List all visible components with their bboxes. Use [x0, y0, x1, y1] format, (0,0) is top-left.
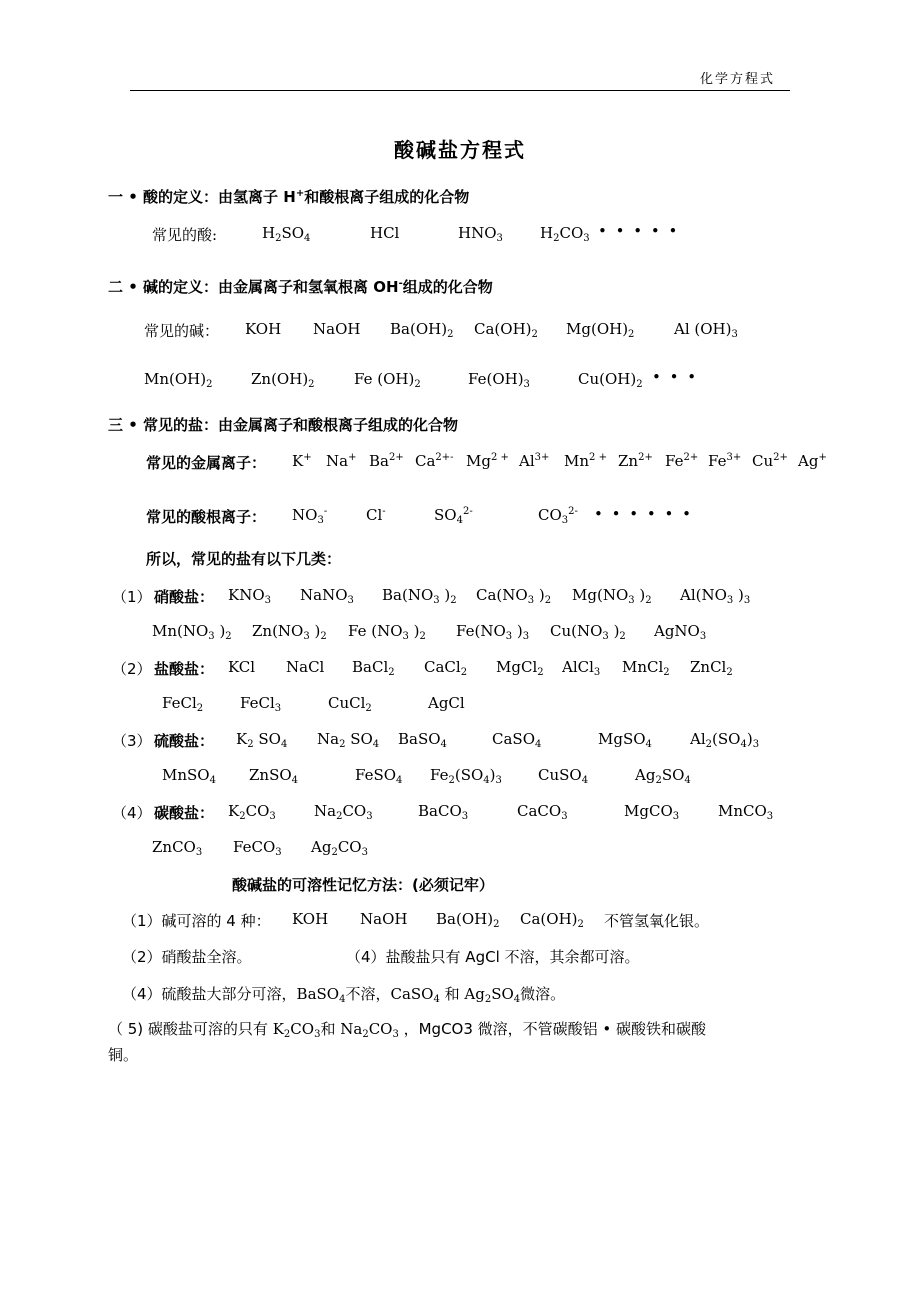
metal-ion: $Cu^{2+}$: [752, 452, 788, 470]
base-formula: KOH: [245, 320, 282, 338]
base-formula: $Cu(OH)_2$: [578, 370, 643, 390]
rule4-formula-k2co3: $K_2CO_3$: [272, 1020, 321, 1040]
soluble-base: KOH: [292, 910, 329, 928]
acid-formula: HCl: [370, 224, 400, 242]
salt-formula: CaCO$_3$: [517, 802, 568, 822]
rule3-text-b: 不溶，: [345, 985, 391, 1003]
salt-formula: MgSO$_4$: [598, 730, 652, 750]
salt-types-intro: 所以，常见的盐有以下几类：: [146, 550, 342, 568]
salt-formula: $K_2CO_3$: [228, 802, 276, 822]
solubility-rule2b: （4）盐酸盐只有 AgCl 不溶，其余都可溶。: [346, 948, 640, 966]
rule4-formula-na2co3: $Na_2CO_3$: [340, 1020, 399, 1040]
base-formula: NaOH: [313, 320, 361, 338]
salt-label: 碳酸盐：: [154, 804, 215, 822]
acid-ion: Cl-: [366, 506, 386, 524]
section1-heading-prefix: 一 • 酸的定义：由氢离子 H: [108, 188, 296, 206]
salt-formula: $K_2$ $SO_4$: [236, 730, 288, 750]
base-formula: $Fe(OH)_3$: [468, 370, 530, 390]
salt-formula: CaCl$_2$: [424, 658, 468, 678]
rule3-formula-ag2so4: $Ag_2SO_4$: [464, 985, 521, 1005]
rule3-formula-baso4: BaSO$_4$: [296, 985, 346, 1005]
salt-label: 硫酸盐：: [154, 732, 215, 750]
salt-formula: $Fe(NO_3$ )$_3$: [456, 622, 530, 642]
acid-ions-label: 常见的酸根离子：: [146, 508, 267, 526]
section2-heading: [108, 276, 493, 297]
metal-ion: $Al^{3+}$: [519, 452, 550, 470]
salt-formula: AlCl$_3$: [562, 658, 601, 678]
section2-common-label: 常见的碱：: [144, 322, 220, 340]
salt-formula: FeSO$_4$: [355, 766, 403, 786]
section3-heading: 三 • 常见的盐：由金属离子和酸根离子组成的化合物: [108, 416, 459, 434]
base-formula: $Mn(OH)_2$: [144, 370, 213, 390]
metal-ions-label: 常见的金属离子：: [146, 454, 267, 472]
acid-formula: $HNO_3$: [458, 224, 503, 244]
rule4-text-a: （ 5) 碳酸盐可溶的只有: [108, 1020, 273, 1038]
salt-formula: KCl: [228, 658, 256, 676]
rule4-text-b: 和: [320, 1020, 341, 1038]
header-text: 化学方程式: [700, 72, 776, 87]
salt-formula: $Zn(NO_3$ )$_2$: [252, 622, 327, 642]
salt-formula: CuSO$_4$: [538, 766, 589, 786]
solubility-rule1-prefix: （1）碱可溶的 4 种：: [122, 912, 271, 930]
salt-formula: $Fe_2(SO_4)_3$: [430, 766, 502, 786]
salt-formula: MgCO$_3$: [624, 802, 680, 822]
metal-ion: Na+: [326, 452, 357, 470]
header-rule: [130, 90, 790, 91]
metal-ion: $Mn^{2 +}$: [564, 452, 607, 470]
acid-ion: $NO_3^-$: [292, 506, 328, 526]
salt-formula: FeCl$_3$: [240, 694, 282, 714]
acid-ions-ellipsis: • • • • • •: [594, 505, 693, 523]
rule4-text-c: ，MgCO3 微溶，不管碳酸铝 • 碳酸铁和碳酸: [398, 1020, 707, 1038]
salt-formula: $Mn(NO_3$ )$_2$: [152, 622, 232, 642]
salt-formula: ZnSO$_4$: [249, 766, 299, 786]
salt-label: 硝酸盐：: [154, 588, 215, 606]
section2-heading-prefix: 二 • 碱的定义：由金属离子和氢氧根离 OH: [108, 278, 399, 296]
acid-formula: $H_2SO_4$: [262, 224, 311, 244]
acid-formula: $H_2CO_3$: [540, 224, 590, 244]
rule3-text-c: 和: [439, 985, 465, 1003]
salt-formula: $KNO_3$: [228, 586, 272, 606]
salt-formula: $Ba(NO_3$ )$_2$: [382, 586, 457, 606]
salt-num: （3）: [112, 732, 152, 750]
metal-ion: Ag+: [798, 452, 827, 470]
section2-heading-sup: -: [398, 278, 403, 289]
salt-formula: NaCl: [286, 658, 325, 676]
section1-ellipsis: • • • • •: [598, 222, 680, 240]
metal-ion: $Ca^{2+-}$: [415, 452, 454, 470]
salt-num: （4）: [112, 804, 152, 822]
metal-ion: $Mg^{2 +}$: [466, 452, 509, 470]
salt-formula: CaSO$_4$: [492, 730, 542, 750]
base-formula: $Zn(OH)_2$: [251, 370, 315, 390]
rule3-text-d: 微溶。: [520, 985, 566, 1003]
soluble-base: $Ca(OH)_2$: [520, 910, 584, 930]
solubility-rule3: [122, 983, 565, 1005]
solubility-rule4-line2: 铜。: [108, 1046, 139, 1064]
metal-ion: $Zn^{2+}$: [618, 452, 653, 470]
salt-formula: FeCl$_2$: [162, 694, 204, 714]
salt-formula: Fe ($NO_3$ )$_2$: [348, 622, 426, 642]
salt-label: 盐酸盐：: [154, 660, 215, 678]
solubility-rule2a: （2）硝酸盐全溶。: [122, 948, 252, 966]
page-title: 酸碱盐方程式: [394, 138, 526, 162]
section1-heading: [108, 186, 469, 207]
metal-ion: $Fe^{2+}$: [665, 452, 699, 470]
solubility-rule4: [108, 1018, 706, 1040]
salt-formula: $Na_2$ $SO_4$: [317, 730, 380, 750]
acid-ion: $CO_3^{2-}$: [538, 506, 578, 526]
section2-heading-suffix: 组成的化合物: [402, 278, 493, 296]
salt-formula: $Ag_2CO_3$: [311, 838, 368, 858]
solubility-rule1-suffix: 不管氢氧化银。: [604, 912, 710, 930]
salt-formula: MgCl$_2$: [496, 658, 544, 678]
salt-formula: $Ca(NO_3$ )$_2$: [476, 586, 552, 606]
salt-formula: NaNO$_3$: [300, 586, 354, 606]
salt-formula: AgNO$_3$: [654, 622, 707, 642]
salt-formula: ZnCO$_3$: [152, 838, 203, 858]
base-formula: $Ca(OH)_2$: [474, 320, 538, 340]
salt-formula: BaCO$_3$: [418, 802, 469, 822]
section1-heading-sup: +: [295, 188, 305, 199]
salt-formula: FeCO$_3$: [233, 838, 282, 858]
soluble-base: NaOH: [360, 910, 408, 928]
salt-formula: ZnCl$_2$: [690, 658, 733, 678]
salt-formula: BaSO$_4$: [398, 730, 447, 750]
salt-formula: $Cu(NO_3$ )$_2$: [550, 622, 626, 642]
section1-heading-suffix: 和酸根离子组成的化合物: [304, 188, 470, 206]
salt-formula: $Al_2(SO_4)_3$: [690, 730, 760, 750]
section1-common-label: 常见的酸:: [152, 226, 218, 244]
section2-ellipsis: • • •: [652, 368, 699, 386]
salt-formula: MnCO$_3$: [718, 802, 774, 822]
rule3-formula-caso4: CaSO$_4$: [390, 985, 440, 1005]
metal-ion: $Fe^{3+}$: [708, 452, 742, 470]
metal-ion: $Ba^{2+}$: [369, 452, 404, 470]
salt-formula: $Na_2CO_3$: [314, 802, 373, 822]
rule3-text-a: （4）硫酸盐大部分可溶，: [122, 985, 297, 1003]
salt-formula: $Al(NO_3$ )$_3$: [680, 586, 751, 606]
salt-formula: MnSO$_4$: [162, 766, 216, 786]
solubility-title: 酸碱盐的可溶性记忆方法：(必须记牢）: [232, 876, 494, 894]
soluble-base: $Ba(OH)_2$: [436, 910, 500, 930]
salt-num: （2）: [112, 660, 152, 678]
acid-ion: $SO_4^{2-}$: [434, 506, 473, 526]
salt-formula: AgCl: [428, 694, 465, 712]
metal-ion: K+: [292, 452, 312, 470]
base-formula: Al $(OH)_3$: [674, 320, 738, 340]
base-formula: $Mg(OH)_2$: [566, 320, 635, 340]
salt-formula: BaCl$_2$: [352, 658, 395, 678]
salt-formula: $Ag_2SO_4$: [635, 766, 691, 786]
salt-formula: $Mg(NO_3$ )$_2$: [572, 586, 652, 606]
salt-formula: MnCl$_2$: [622, 658, 670, 678]
base-formula: $Ba(OH)_2$: [390, 320, 454, 340]
salt-num: （1）: [112, 588, 152, 606]
salt-formula: CuCl$_2$: [328, 694, 372, 714]
base-formula: Fe $(OH)_2$: [354, 370, 421, 390]
